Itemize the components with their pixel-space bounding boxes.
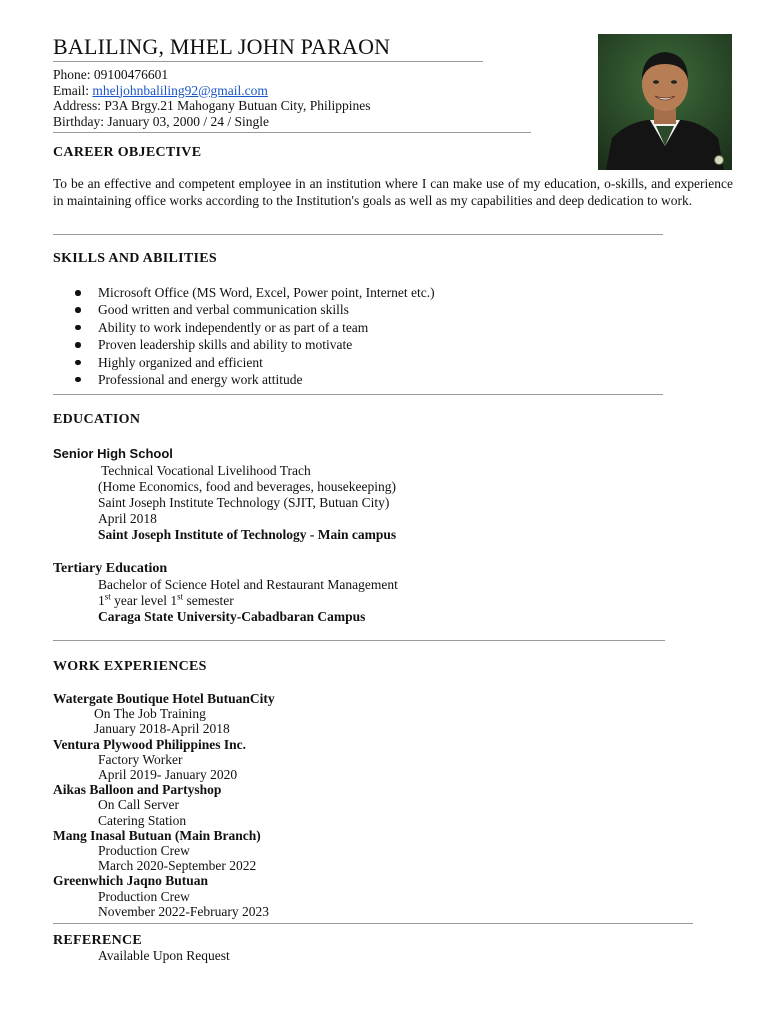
level-number: 1	[98, 593, 105, 608]
shs-title: Senior High School	[53, 446, 173, 461]
reference-heading: REFERENCE	[53, 933, 143, 948]
education-divider	[53, 640, 665, 641]
birthday-line: Birthday: January 03, 2000 / 24 / Single	[53, 113, 269, 129]
tertiary-title: Tertiary Education	[53, 561, 168, 576]
contact-divider	[53, 132, 531, 133]
work-list	[53, 691, 275, 919]
email-label: Email:	[53, 82, 93, 98]
profile-photo	[598, 34, 732, 170]
bullet-icon	[75, 325, 81, 331]
tertiary-school: Caraga State University-Cabadbaran Campus	[98, 609, 366, 624]
email-line	[53, 83, 371, 99]
list-item	[53, 336, 435, 353]
list-item	[53, 301, 435, 318]
shs-details	[53, 463, 396, 543]
job-company: Watergate Boutique Hotel ButuanCity	[53, 691, 275, 706]
level-text: year level 1	[110, 593, 178, 608]
phone-line: Phone: 09100476601	[53, 67, 169, 82]
tertiary-course: Bachelor of Science Hotel and Restaurant Management	[98, 577, 398, 592]
bullet-icon	[75, 360, 81, 366]
job-detail: Catering Station	[98, 812, 187, 828]
list-item	[53, 284, 435, 301]
job-detail: April 2019- January 2020	[98, 767, 238, 783]
work-heading: WORK EXPERIENCES	[53, 659, 207, 674]
list-item	[53, 319, 435, 336]
skills-list	[53, 284, 435, 388]
job-company: Mang Inasal Butuan (Main Branch)	[53, 827, 261, 843]
list-item	[53, 371, 435, 388]
job-detail: November 2022-February 2023	[98, 903, 269, 919]
shs-strand: (Home Economics, food and beverages, housekeeping)	[98, 479, 397, 494]
objective-divider	[53, 234, 663, 235]
skills-heading: SKILLS AND ABILITIES	[53, 251, 217, 266]
applicant-name: BALILING, MHEL JOHN PARAON	[53, 34, 391, 59]
name-underline	[53, 61, 483, 62]
career-objective-text: To be an effective and competent employee in an institution where I can make use of my education, o-skills, and experience in maintaining office works according to the Institution's goals as well as my capabilities and deep dedication to work.	[53, 176, 733, 208]
job-entry	[53, 782, 275, 828]
skill-text: Ability to work independently or as part of a team	[98, 319, 369, 335]
email-link[interactable]: mheljohnbaliling92@gmail.com	[92, 82, 268, 98]
skill-text: Microsoft Office (MS Word, Excel, Power point, Internet etc.)	[98, 285, 435, 300]
job-entry	[53, 691, 275, 737]
job-detail: January 2018-April 2018	[94, 721, 230, 737]
job-company: Ventura Plywood Philippines Inc.	[53, 736, 247, 752]
job-entry	[53, 828, 275, 874]
tertiary-details	[53, 577, 398, 625]
reference-text: Available Upon Request	[98, 948, 230, 963]
job-detail: On The Job Training	[94, 706, 206, 722]
job-entry	[53, 873, 275, 919]
job-detail: March 2020-September 2022	[98, 858, 257, 874]
skill-text: Professional and energy work attitude	[98, 371, 303, 387]
job-detail: On Call Server	[98, 797, 179, 813]
bullet-icon	[75, 307, 81, 313]
bullet-icon	[75, 342, 81, 348]
bullet-icon	[75, 377, 81, 383]
semester-text: semester	[183, 593, 234, 608]
job-company: Aikas Balloon and Partyshop	[53, 782, 222, 798]
shs-institution: Saint Joseph Institute Technology (SJIT, Butuan City)	[98, 495, 390, 510]
skill-text: Proven leadership skills and ability to motivate	[98, 337, 353, 353]
skills-divider	[53, 394, 663, 395]
tertiary-level	[53, 593, 398, 609]
level-suffix: st	[104, 591, 111, 602]
job-detail: Production Crew	[98, 888, 190, 904]
shs-date: April 2018	[98, 511, 157, 526]
contact-block	[53, 67, 371, 129]
list-item	[53, 354, 435, 371]
skill-text: Good written and verbal communication skills	[98, 302, 349, 318]
job-company: Greenwhich Jaqno Butuan	[53, 873, 209, 889]
semester-suffix: st	[177, 591, 184, 602]
job-entry	[53, 737, 275, 783]
bullet-icon	[75, 290, 81, 296]
career-objective-heading: CAREER OBJECTIVE	[53, 145, 202, 160]
skill-text: Highly organized and efficient	[98, 354, 263, 370]
address-line: Address: P3A Brgy.21 Mahogany Butuan City, Philippines	[53, 98, 371, 113]
work-divider	[53, 923, 693, 924]
education-heading: EDUCATION	[53, 412, 141, 427]
shs-track: Technical Vocational Livelihood Trach	[98, 463, 311, 478]
shs-school: Saint Joseph Institute of Technology - Main campus	[98, 527, 397, 542]
job-detail: Production Crew	[98, 843, 190, 859]
job-detail: Factory Worker	[98, 751, 183, 767]
